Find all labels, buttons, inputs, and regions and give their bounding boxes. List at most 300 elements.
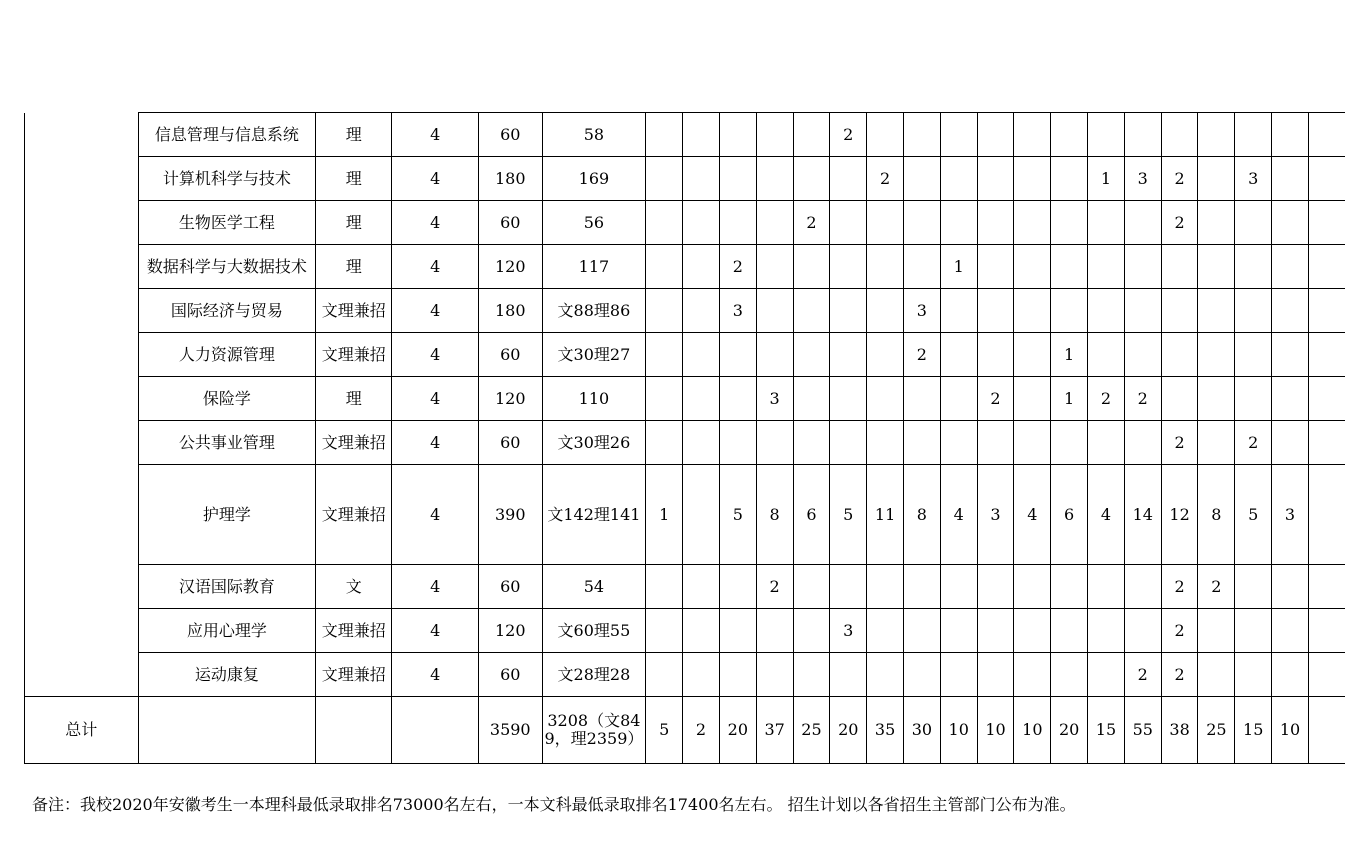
total-province-cell: 25: [793, 697, 830, 764]
years-cell: 4: [392, 377, 479, 421]
plan-cell: 120: [478, 377, 542, 421]
province-cell: [977, 565, 1014, 609]
major-cell: 应用心理学: [138, 609, 316, 653]
province-cell: [1124, 421, 1161, 465]
province-cell: 2: [1161, 421, 1198, 465]
province-cell: 12: [1161, 465, 1198, 565]
province-cell: [1014, 289, 1051, 333]
province-cell: [1161, 377, 1198, 421]
province-cell: [1308, 113, 1345, 157]
province-cell: [867, 245, 904, 289]
province-cell: 3: [756, 377, 793, 421]
province-cell: 2: [1161, 157, 1198, 201]
province-cell: [940, 565, 977, 609]
total-province-cell: 37: [756, 697, 793, 764]
province-cell: [756, 113, 793, 157]
province-cell: [1198, 333, 1235, 377]
province-cell: [1308, 289, 1345, 333]
province-cell: [1088, 201, 1125, 245]
province-cell: [1088, 333, 1125, 377]
province-cell: [867, 201, 904, 245]
province-cell: [903, 201, 940, 245]
province-cell: [719, 565, 756, 609]
type-cell: 文理兼招: [316, 289, 392, 333]
province-cell: [940, 289, 977, 333]
footnote: 备注：我校2020年安徽考生一本理科最低录取排名73000名左右，一本文科最低录取排名17400名左右。 招生计划以各省招生主管部门公布为准。: [32, 795, 1076, 814]
province-cell: [1272, 421, 1309, 465]
type-cell: [316, 697, 392, 764]
province-cell: 2: [1235, 421, 1272, 465]
major-cell: 护理学: [138, 465, 316, 565]
province-cell: [719, 653, 756, 697]
province-cell: [1088, 113, 1125, 157]
total-province-cell: 25: [1198, 697, 1235, 764]
plan-cell: 60: [478, 113, 542, 157]
province-cell: [1198, 421, 1235, 465]
province-cell: 2: [1124, 653, 1161, 697]
province-cell: 2: [1161, 609, 1198, 653]
province-cell: [793, 377, 830, 421]
province-cell: [719, 333, 756, 377]
major-cell: 保险学: [138, 377, 316, 421]
province-cell: 3: [719, 289, 756, 333]
province-cell: [1272, 157, 1309, 201]
plan-cell: 120: [478, 245, 542, 289]
province-cell: [719, 201, 756, 245]
total-province-cell: 55: [1124, 697, 1161, 764]
province-cell: [977, 609, 1014, 653]
province-cell: [1272, 245, 1309, 289]
type-cell: 文理兼招: [316, 653, 392, 697]
province-cell: [1014, 333, 1051, 377]
province-cell: [1198, 289, 1235, 333]
province-cell: [1272, 565, 1309, 609]
total-row: [25, 697, 1345, 764]
years-cell: 4: [392, 565, 479, 609]
years-cell: [392, 697, 479, 764]
province-cell: 2: [1161, 201, 1198, 245]
college-cell: [25, 609, 139, 653]
province-cell: [1161, 245, 1198, 289]
province-cell: [1272, 201, 1309, 245]
major-cell: 信息管理与信息系统: [138, 113, 316, 157]
province-cell: [1124, 565, 1161, 609]
province-cell: [977, 421, 1014, 465]
province-cell: 4: [1014, 465, 1051, 565]
province-cell: [756, 653, 793, 697]
province-cell: [1272, 289, 1309, 333]
province-cell: [1051, 289, 1088, 333]
province-cell: [903, 653, 940, 697]
province-cell: 5: [1235, 465, 1272, 565]
prev-cell: 文30理27: [542, 333, 646, 377]
province-cell: [940, 201, 977, 245]
total-province-cell: 10: [1014, 697, 1051, 764]
province-cell: [1272, 113, 1309, 157]
province-cell: [1198, 653, 1235, 697]
years-cell: 4: [392, 113, 479, 157]
province-cell: [1161, 333, 1198, 377]
province-cell: [1308, 465, 1345, 565]
type-cell: 文理兼招: [316, 333, 392, 377]
province-cell: [867, 333, 904, 377]
table-row: [25, 289, 1345, 333]
prev-cell: 56: [542, 201, 646, 245]
province-cell: 1: [940, 245, 977, 289]
province-cell: [1272, 377, 1309, 421]
type-cell: 理: [316, 113, 392, 157]
province-cell: [1124, 245, 1161, 289]
total-province-cell: 2: [683, 697, 720, 764]
province-cell: 3: [977, 465, 1014, 565]
province-cell: 2: [977, 377, 1014, 421]
province-cell: [683, 421, 720, 465]
table-row: [25, 609, 1345, 653]
province-cell: [977, 157, 1014, 201]
years-cell: 4: [392, 609, 479, 653]
province-cell: [1272, 653, 1309, 697]
province-cell: 2: [1161, 565, 1198, 609]
major-cell: 公共事业管理: [138, 421, 316, 465]
province-cell: [1088, 565, 1125, 609]
province-cell: 14: [1124, 465, 1161, 565]
college-cell: [25, 289, 139, 333]
years-cell: 4: [392, 421, 479, 465]
province-cell: [903, 565, 940, 609]
major-cell: 生物医学工程: [138, 201, 316, 245]
total-province-cell: 20: [830, 697, 867, 764]
total-province-cell: [1308, 697, 1345, 764]
plan-cell: 60: [478, 565, 542, 609]
total-province-cell: 30: [903, 697, 940, 764]
province-cell: [719, 157, 756, 201]
province-cell: [646, 113, 683, 157]
type-cell: 文: [316, 565, 392, 609]
province-cell: [1014, 377, 1051, 421]
province-cell: [1124, 333, 1161, 377]
province-cell: [793, 609, 830, 653]
province-cell: [867, 113, 904, 157]
province-cell: [646, 421, 683, 465]
province-cell: [867, 565, 904, 609]
province-cell: 3: [830, 609, 867, 653]
province-cell: 5: [719, 465, 756, 565]
total-province-cell: 35: [867, 697, 904, 764]
province-cell: [940, 333, 977, 377]
province-cell: [940, 653, 977, 697]
province-cell: 2: [830, 113, 867, 157]
province-cell: [940, 377, 977, 421]
total-label: 总计: [25, 697, 139, 764]
province-cell: [903, 113, 940, 157]
years-cell: 4: [392, 465, 479, 565]
prev-cell: 58: [542, 113, 646, 157]
province-cell: [1235, 653, 1272, 697]
province-cell: [1308, 421, 1345, 465]
province-cell: [683, 245, 720, 289]
province-cell: [1051, 201, 1088, 245]
province-cell: [830, 333, 867, 377]
province-cell: [1051, 421, 1088, 465]
province-cell: [646, 653, 683, 697]
province-cell: [756, 245, 793, 289]
province-cell: [1235, 113, 1272, 157]
province-cell: [683, 333, 720, 377]
province-cell: 2: [1161, 653, 1198, 697]
province-cell: [756, 609, 793, 653]
province-cell: [1051, 565, 1088, 609]
province-cell: 2: [719, 245, 756, 289]
table-row: [25, 465, 1345, 565]
province-cell: [1308, 245, 1345, 289]
years-cell: 4: [392, 157, 479, 201]
province-cell: 2: [1124, 377, 1161, 421]
province-cell: [1088, 609, 1125, 653]
province-cell: 1: [1051, 377, 1088, 421]
province-cell: [1235, 565, 1272, 609]
table-row: [25, 201, 1345, 245]
college-cell: [25, 377, 139, 421]
plan-cell: 180: [478, 289, 542, 333]
province-cell: [1308, 201, 1345, 245]
college-cell: [25, 653, 139, 697]
province-cell: [1088, 653, 1125, 697]
province-cell: [867, 377, 904, 421]
table-row: [25, 653, 1345, 697]
province-cell: [1308, 377, 1345, 421]
province-cell: [830, 421, 867, 465]
province-cell: [719, 609, 756, 653]
total-province-cell: 15: [1235, 697, 1272, 764]
province-cell: [1014, 157, 1051, 201]
province-cell: 1: [1051, 333, 1088, 377]
province-cell: [793, 113, 830, 157]
province-cell: [1198, 113, 1235, 157]
province-cell: [903, 421, 940, 465]
province-cell: 2: [756, 565, 793, 609]
province-cell: [830, 653, 867, 697]
province-cell: [1235, 245, 1272, 289]
province-cell: [867, 653, 904, 697]
province-cell: 3: [1124, 157, 1161, 201]
prev-cell: 110: [542, 377, 646, 421]
total-plan: 3590: [478, 697, 542, 764]
province-cell: [977, 289, 1014, 333]
province-cell: 3: [1272, 465, 1309, 565]
province-cell: [830, 157, 867, 201]
province-cell: [1308, 653, 1345, 697]
province-cell: [1235, 333, 1272, 377]
province-cell: 2: [867, 157, 904, 201]
province-cell: [1308, 609, 1345, 653]
prev-cell: 文60理55: [542, 609, 646, 653]
enrollment-plan-table: [24, 112, 1345, 764]
province-cell: 11: [867, 465, 904, 565]
province-cell: [977, 333, 1014, 377]
province-cell: [719, 377, 756, 421]
major-cell: 数据科学与大数据技术: [138, 245, 316, 289]
type-cell: 理: [316, 157, 392, 201]
province-cell: 1: [1088, 157, 1125, 201]
years-cell: 4: [392, 653, 479, 697]
province-cell: [646, 565, 683, 609]
province-cell: [977, 113, 1014, 157]
total-province-cell: 10: [940, 697, 977, 764]
province-cell: [1014, 421, 1051, 465]
province-cell: 3: [1235, 157, 1272, 201]
province-cell: [903, 157, 940, 201]
province-cell: [793, 565, 830, 609]
province-cell: 8: [1198, 465, 1235, 565]
province-cell: [683, 157, 720, 201]
province-cell: [646, 245, 683, 289]
prev-cell: 54: [542, 565, 646, 609]
province-cell: [793, 157, 830, 201]
province-cell: [646, 289, 683, 333]
province-cell: [1198, 201, 1235, 245]
province-cell: 6: [1051, 465, 1088, 565]
province-cell: [793, 245, 830, 289]
province-cell: [1124, 201, 1161, 245]
years-cell: 4: [392, 333, 479, 377]
province-cell: [1308, 565, 1345, 609]
province-cell: [1272, 333, 1309, 377]
province-cell: [1235, 609, 1272, 653]
major-cell: 国际经济与贸易: [138, 289, 316, 333]
province-cell: [1124, 289, 1161, 333]
province-cell: [683, 653, 720, 697]
total-province-cell: 20: [719, 697, 756, 764]
province-cell: [1124, 609, 1161, 653]
college-cell: [25, 245, 139, 289]
province-cell: [719, 421, 756, 465]
prev-cell: 文88理86: [542, 289, 646, 333]
province-cell: [940, 113, 977, 157]
major-cell: 运动康复: [138, 653, 316, 697]
province-cell: [1088, 289, 1125, 333]
province-cell: [1161, 289, 1198, 333]
province-cell: [903, 245, 940, 289]
years-cell: 4: [392, 245, 479, 289]
table-row: [25, 113, 1345, 157]
major-cell: 汉语国际教育: [138, 565, 316, 609]
major-cell: 计算机科学与技术: [138, 157, 316, 201]
province-cell: [793, 333, 830, 377]
province-cell: [1161, 113, 1198, 157]
province-cell: [1051, 113, 1088, 157]
college-cell: [25, 465, 139, 565]
plan-cell: 390: [478, 465, 542, 565]
province-cell: [1308, 333, 1345, 377]
province-cell: 6: [793, 465, 830, 565]
province-cell: [1235, 377, 1272, 421]
college-cell: [25, 113, 139, 157]
major-cell: [138, 697, 316, 764]
province-cell: [867, 421, 904, 465]
province-cell: 2: [793, 201, 830, 245]
plan-cell: 120: [478, 609, 542, 653]
province-cell: [1014, 653, 1051, 697]
province-cell: [830, 565, 867, 609]
province-cell: [1198, 157, 1235, 201]
province-cell: [1014, 565, 1051, 609]
province-cell: 3: [903, 289, 940, 333]
province-cell: [756, 421, 793, 465]
province-cell: [903, 609, 940, 653]
province-cell: [1088, 421, 1125, 465]
province-cell: [683, 289, 720, 333]
type-cell: 理: [316, 201, 392, 245]
college-cell: [25, 333, 139, 377]
province-cell: [1124, 113, 1161, 157]
province-cell: 4: [1088, 465, 1125, 565]
province-cell: [830, 289, 867, 333]
total-province-cell: 20: [1051, 697, 1088, 764]
province-cell: [1051, 609, 1088, 653]
province-cell: [1088, 245, 1125, 289]
province-cell: [646, 157, 683, 201]
province-cell: [1235, 201, 1272, 245]
province-cell: [830, 377, 867, 421]
type-cell: 理: [316, 245, 392, 289]
province-cell: 8: [903, 465, 940, 565]
plan-cell: 60: [478, 421, 542, 465]
province-cell: [830, 245, 867, 289]
province-cell: [977, 245, 1014, 289]
plan-cell: 60: [478, 201, 542, 245]
province-cell: [1051, 245, 1088, 289]
plan-cell: 180: [478, 157, 542, 201]
province-cell: [719, 113, 756, 157]
total-province-cell: 10: [1272, 697, 1309, 764]
province-cell: 4: [940, 465, 977, 565]
province-cell: [940, 609, 977, 653]
province-cell: [646, 377, 683, 421]
province-cell: [940, 421, 977, 465]
total-province-cell: 15: [1088, 697, 1125, 764]
province-cell: [867, 289, 904, 333]
province-cell: 5: [830, 465, 867, 565]
province-cell: [1014, 113, 1051, 157]
province-cell: [793, 421, 830, 465]
province-cell: 2: [1198, 565, 1235, 609]
province-cell: [646, 609, 683, 653]
total-province-cell: 5: [646, 697, 683, 764]
province-cell: [756, 289, 793, 333]
province-cell: [756, 157, 793, 201]
years-cell: 4: [392, 201, 479, 245]
prev-cell: 文28理28: [542, 653, 646, 697]
total-province-cell: 10: [977, 697, 1014, 764]
province-cell: [793, 289, 830, 333]
province-cell: [1198, 245, 1235, 289]
province-cell: 1: [646, 465, 683, 565]
plan-cell: 60: [478, 333, 542, 377]
plan-cell: 60: [478, 653, 542, 697]
province-cell: [793, 653, 830, 697]
prev-cell: 117: [542, 245, 646, 289]
province-cell: [1014, 201, 1051, 245]
province-cell: [683, 377, 720, 421]
college-cell: [25, 157, 139, 201]
prev-cell: 文142理141: [542, 465, 646, 565]
province-cell: [1308, 157, 1345, 201]
province-cell: 2: [903, 333, 940, 377]
province-cell: [867, 609, 904, 653]
prev-cell: 169: [542, 157, 646, 201]
type-cell: 文理兼招: [316, 421, 392, 465]
province-cell: [646, 201, 683, 245]
